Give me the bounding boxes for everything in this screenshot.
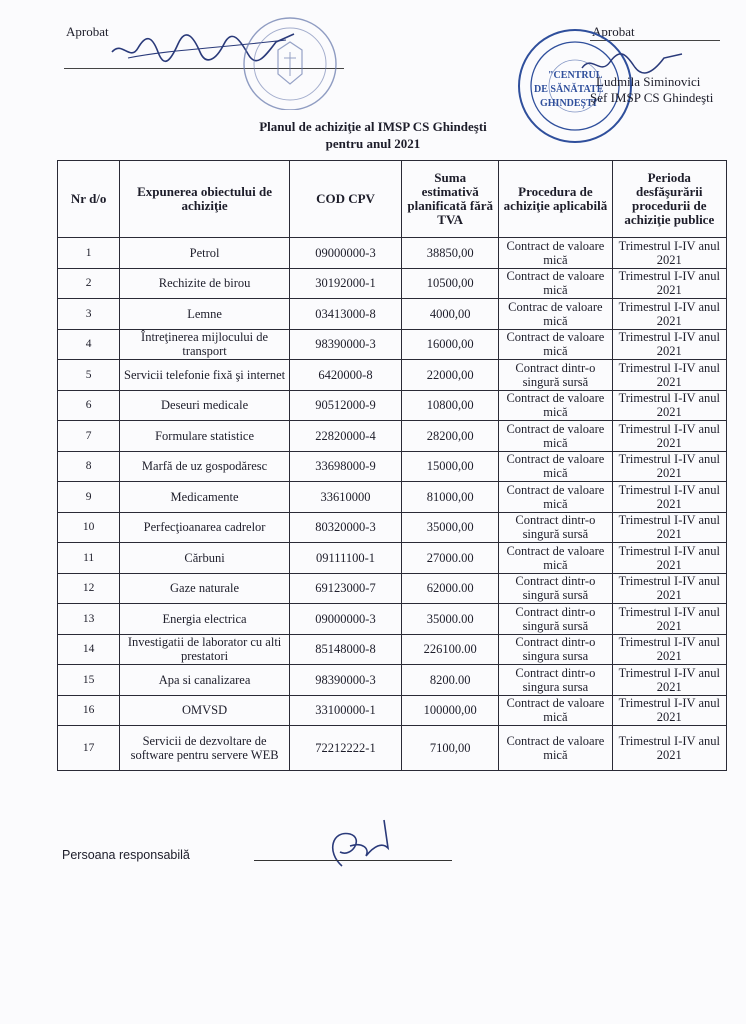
cell-nr: 4 [58,329,120,360]
header-sum: Suma estimativă planificată fără TVA [402,161,499,238]
cell-period: Trimestrul I-IV anul 2021 [612,634,726,665]
cell-nr: 6 [58,390,120,421]
cell-cpv: 03413000-8 [289,299,401,330]
responsible-person-label: Persoana responsabilă [62,848,190,862]
header-nr: Nr d/o [58,161,120,238]
table-row [58,726,727,771]
left-seal [228,10,352,110]
cell-sum: 7100,00 [402,726,499,771]
cell-procedure: Contract de valoare mică [499,726,612,771]
header-procedure: Procedura de achiziţie aplicabilă [499,161,612,238]
cell-sum: 35000,00 [402,512,499,543]
cell-nr: 11 [58,543,120,574]
cell-procedure: Contract de valoare mică [499,695,612,726]
cell-object: Gaze naturale [120,573,290,604]
document-title [0,118,746,152]
cell-nr: 10 [58,512,120,543]
cell-procedure: Contract de valoare mică [499,543,612,574]
table-row [58,390,727,421]
table-row [58,695,727,726]
cell-cpv: 98390000-3 [289,329,401,360]
cell-procedure: Contract de valoare mică [499,268,612,299]
cell-nr: 13 [58,604,120,635]
cell-object: Investigatii de laborator cu alti prestatori [120,634,290,665]
cell-cpv: 30192000-1 [289,268,401,299]
cell-procedure: Contract dintr-o singura sursa [499,634,612,665]
cell-procedure: Contract de valoare mică [499,329,612,360]
cell-sum: 27000.00 [402,543,499,574]
cell-object: Apa si canalizarea [120,665,290,696]
cell-sum: 4000,00 [402,299,499,330]
cell-nr: 8 [58,451,120,482]
cell-cpv: 69123000-7 [289,573,401,604]
table-row [58,238,727,269]
cell-object: Marfă de uz gospodăresc [120,451,290,482]
cell-procedure: Contract dintr-o singură sursă [499,573,612,604]
table-body [58,238,727,771]
cell-object: Servicii telefonie fixă şi internet [120,360,290,391]
cell-cpv: 6420000-8 [289,360,401,391]
cell-cpv: 33698000-9 [289,451,401,482]
cell-period: Trimestrul I-IV anul 2021 [612,329,726,360]
signer-organization: Şef IMSP CS Ghindeşti [590,90,714,105]
cell-nr: 15 [58,665,120,696]
cell-object: Medicamente [120,482,290,513]
cell-object: OMVSD [120,695,290,726]
table-row [58,543,727,574]
cell-nr: 7 [58,421,120,452]
cell-nr: 17 [58,726,120,771]
cell-object: Cărbuni [120,543,290,574]
cell-object: Petrol [120,238,290,269]
cell-procedure: Contrac de valoare mică [499,299,612,330]
cell-sum: 226100.00 [402,634,499,665]
table-row [58,329,727,360]
cell-procedure: Contract dintr-o singura sursa [499,665,612,696]
cell-object: Lemne [120,299,290,330]
cell-cpv: 09000000-3 [289,238,401,269]
cell-nr: 12 [58,573,120,604]
cell-period: Trimestrul I-IV anul 2021 [612,390,726,421]
cell-sum: 22000,00 [402,360,499,391]
table-row [58,573,727,604]
svg-text:GHINDEŞTI": GHINDEŞTI" [540,98,603,109]
cell-cpv: 85148000-8 [289,634,401,665]
cell-cpv: 22820000-4 [289,421,401,452]
table-row [58,482,727,513]
cell-sum: 8200.00 [402,665,499,696]
cell-nr: 9 [58,482,120,513]
cell-period: Trimestrul I-IV anul 2021 [612,268,726,299]
table-row [58,451,727,482]
left-approval-label: Aprobat [66,24,109,39]
signer-name: Ludmila Siminovici [596,74,701,89]
cell-procedure: Contract de valoare mică [499,482,612,513]
cell-sum: 10500,00 [402,268,499,299]
table-row [58,421,727,452]
header-cpv: COD CPV [289,161,401,238]
cell-period: Trimestrul I-IV anul 2021 [612,726,726,771]
cell-sum: 62000.00 [402,573,499,604]
cell-nr: 3 [58,299,120,330]
cell-period: Trimestrul I-IV anul 2021 [612,360,726,391]
table-row [58,634,727,665]
table-row [58,268,727,299]
cell-object: Deseuri medicale [120,390,290,421]
cell-object: Formulare statistice [120,421,290,452]
cell-period: Trimestrul I-IV anul 2021 [612,482,726,513]
cell-procedure: Contract dintr-o singură sursă [499,512,612,543]
cell-cpv: 33100000-1 [289,695,401,726]
cell-cpv: 90512000-9 [289,390,401,421]
title-line-1: Planul de achiziţie al IMSP CS Ghindeşti [259,119,487,134]
table-row [58,360,727,391]
table-row [58,512,727,543]
table-row [58,299,727,330]
cell-cpv: 98390000-3 [289,665,401,696]
cell-nr: 5 [58,360,120,391]
cell-nr: 1 [58,238,120,269]
cell-sum: 16000,00 [402,329,499,360]
cell-procedure: Contract dintr-o singură sursă [499,360,612,391]
procurement-table [57,160,727,771]
header-period: Perioda desfăşurării procedurii de achiziţie publice [612,161,726,238]
responsible-signature-line [254,860,452,861]
cell-cpv: 09111100-1 [289,543,401,574]
cell-object: Rechizite de birou [120,268,290,299]
cell-period: Trimestrul I-IV anul 2021 [612,421,726,452]
cell-object: Întreţinerea mijlocului de transport [120,329,290,360]
cell-nr: 14 [58,634,120,665]
cell-nr: 16 [58,695,120,726]
cell-sum: 38850,00 [402,238,499,269]
cell-period: Trimestrul I-IV anul 2021 [612,604,726,635]
cell-object: Servicii de dezvoltare de software pentru servere WEB [120,726,290,771]
cell-period: Trimestrul I-IV anul 2021 [612,238,726,269]
table-row [58,665,727,696]
cell-procedure: Contract de valoare mică [499,421,612,452]
cell-sum: 15000,00 [402,451,499,482]
cell-period: Trimestrul I-IV anul 2021 [612,299,726,330]
responsible-signature [312,812,402,876]
table-header-row [58,161,727,238]
svg-text:"CENTRUL: "CENTRUL [548,70,603,81]
cell-period: Trimestrul I-IV anul 2021 [612,512,726,543]
cell-procedure: Contract dintr-o singură sursă [499,604,612,635]
cell-procedure: Contract de valoare mică [499,451,612,482]
cell-sum: 81000,00 [402,482,499,513]
cell-object: Energia electrica [120,604,290,635]
right-approval-label: Aprobat [592,24,635,39]
cell-cpv: 09000000-3 [289,604,401,635]
svg-text:DE SĂNĂTATE: DE SĂNĂTATE [534,84,604,95]
cell-sum: 100000,00 [402,695,499,726]
cell-procedure: Contract de valoare mică [499,238,612,269]
cell-procedure: Contract de valoare mică [499,390,612,421]
cell-cpv: 33610000 [289,482,401,513]
header-object: Expunerea obiectului de achiziţie [120,161,290,238]
title-line-2: pentru anul 2021 [325,136,421,151]
cell-nr: 2 [58,268,120,299]
cell-sum: 35000.00 [402,604,499,635]
cell-period: Trimestrul I-IV anul 2021 [612,543,726,574]
table-row [58,604,727,635]
cell-period: Trimestrul I-IV anul 2021 [612,451,726,482]
cell-period: Trimestrul I-IV anul 2021 [612,573,726,604]
cell-period: Trimestrul I-IV anul 2021 [612,695,726,726]
cell-cpv: 80320000-3 [289,512,401,543]
cell-sum: 10800,00 [402,390,499,421]
cell-period: Trimestrul I-IV anul 2021 [612,665,726,696]
cell-object: Perfecţioanarea cadrelor [120,512,290,543]
cell-sum: 28200,00 [402,421,499,452]
cell-cpv: 72212222-1 [289,726,401,771]
